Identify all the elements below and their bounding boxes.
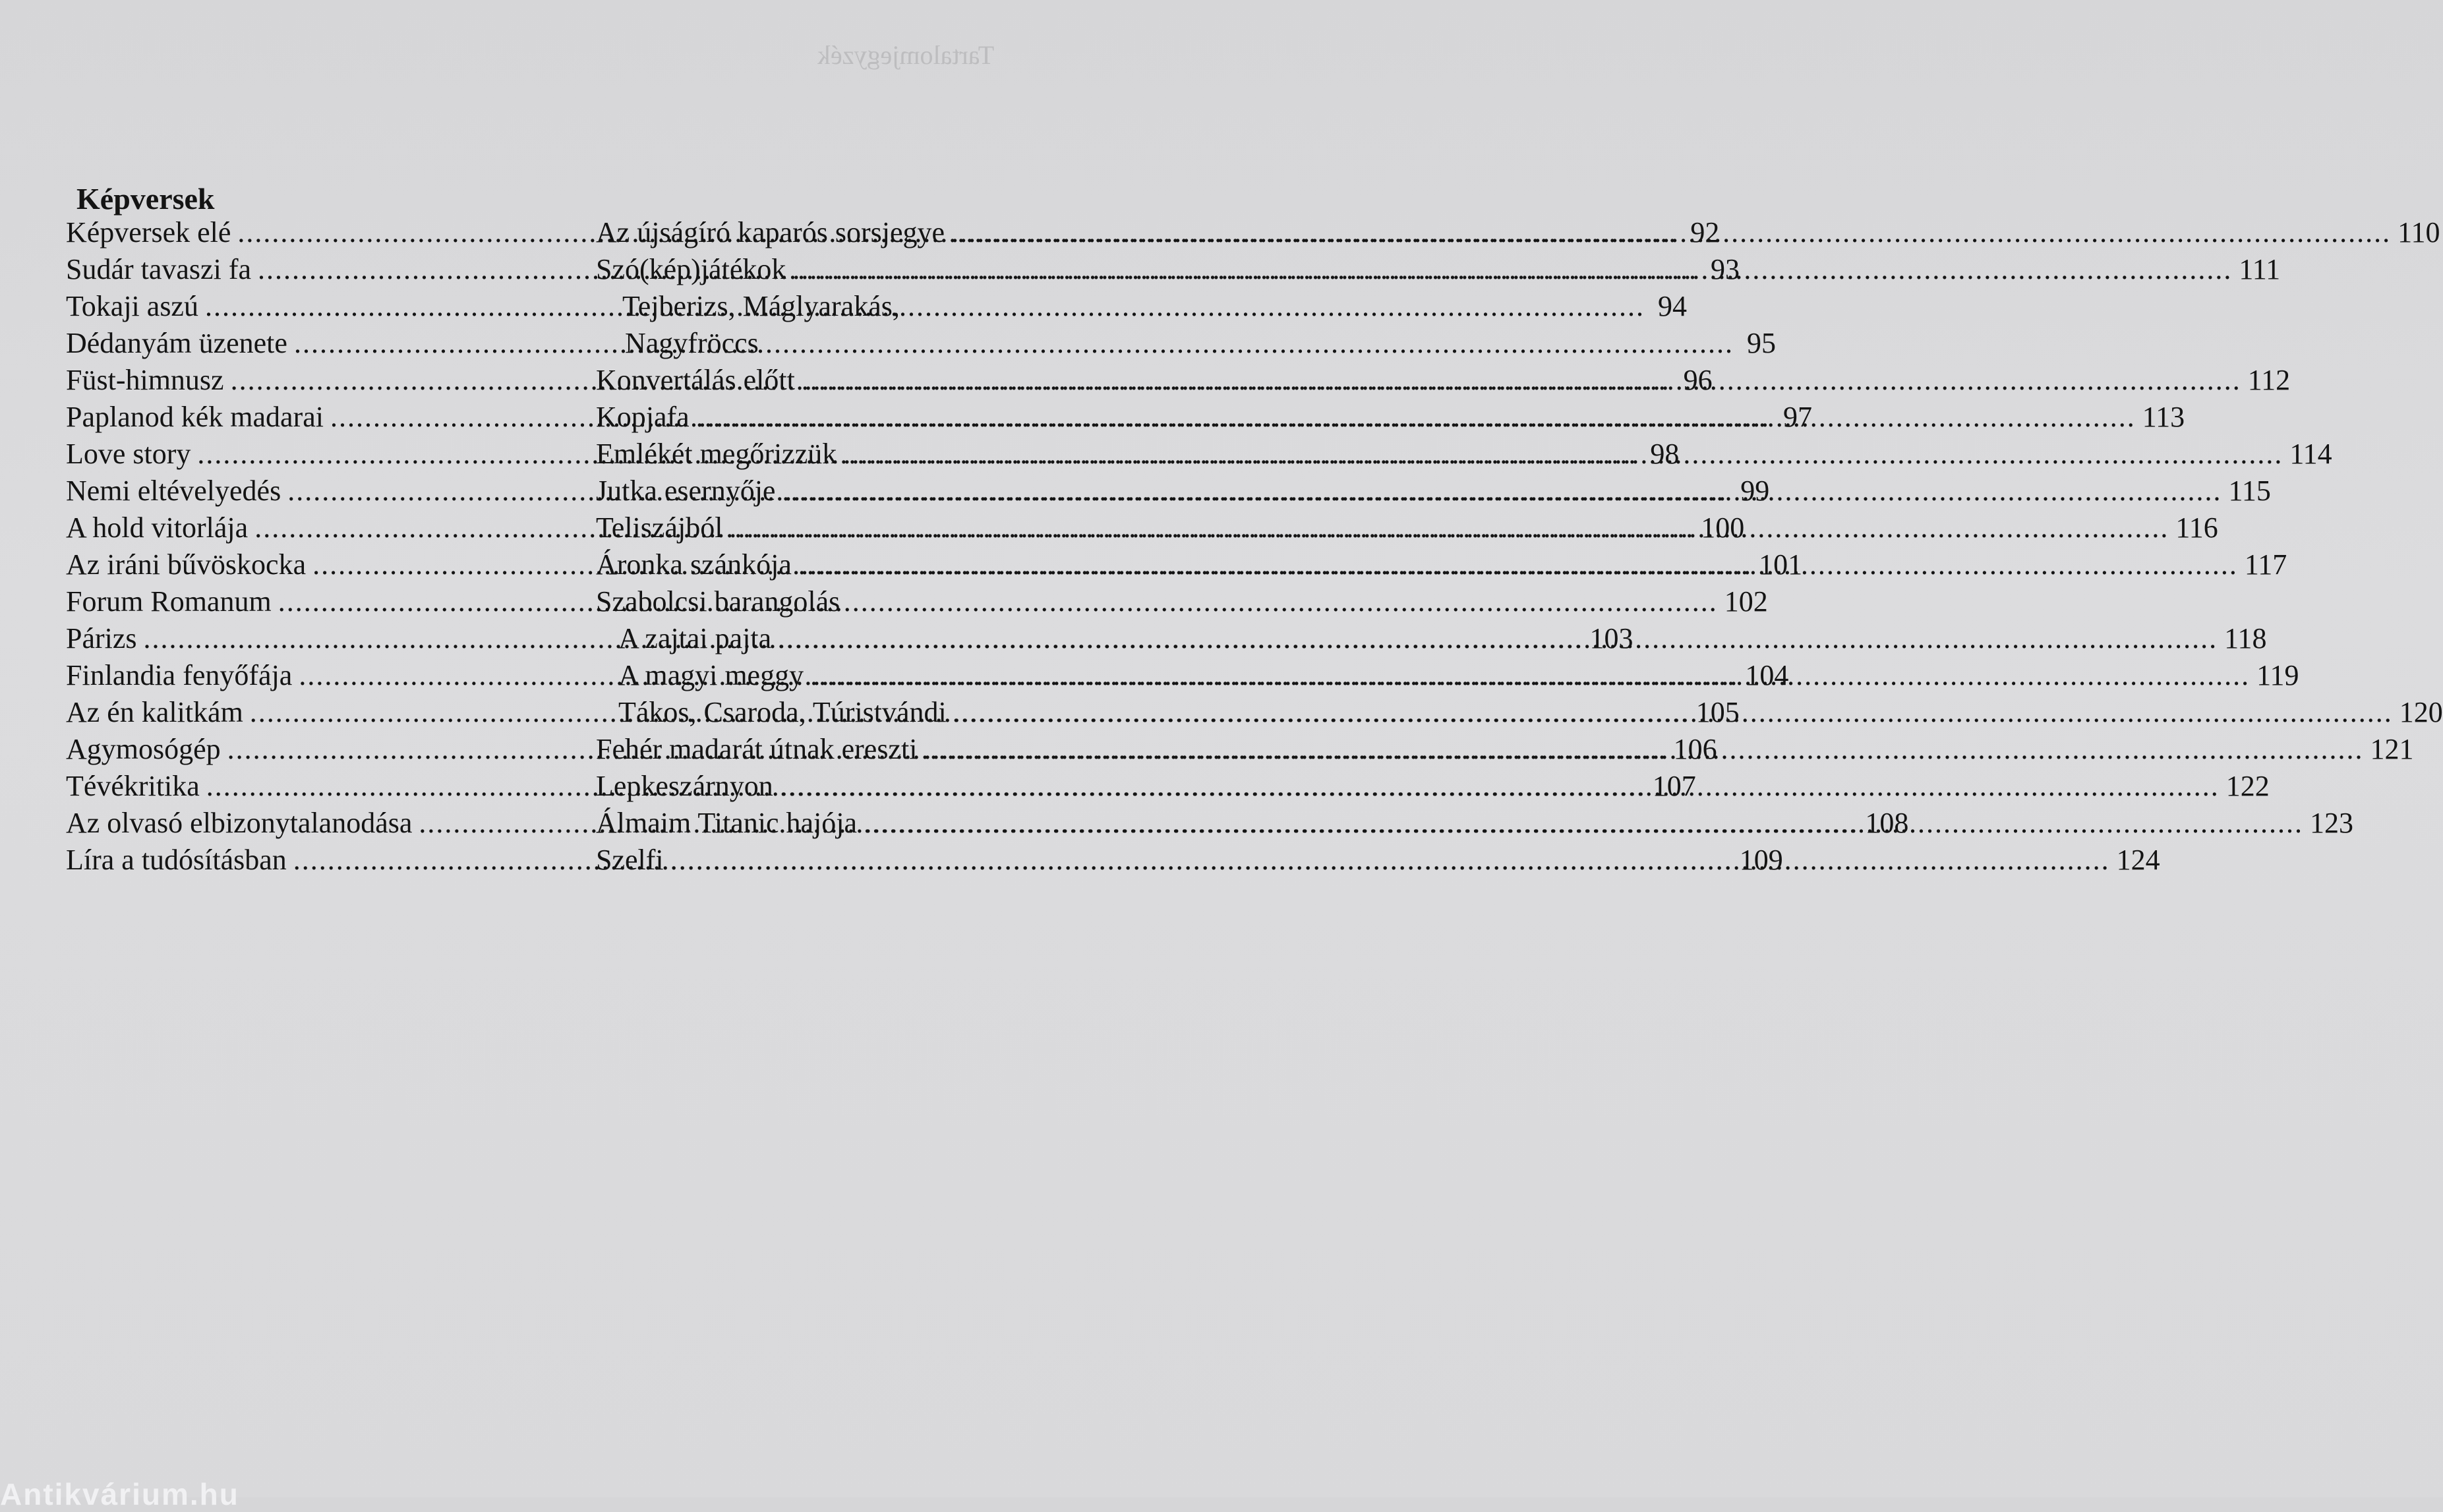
dot-leader bbox=[792, 251, 2232, 288]
entry-page: 117 bbox=[2244, 548, 2287, 581]
dot-leader bbox=[843, 436, 2283, 473]
entry-page: 106 bbox=[1673, 733, 1717, 765]
toc-entry-continuation bbox=[596, 288, 1069, 325]
entry-page: 120 bbox=[2399, 696, 2443, 728]
entry-page: 123 bbox=[2309, 807, 2353, 839]
dot-leader bbox=[802, 362, 2241, 399]
dot-leader bbox=[810, 657, 2250, 694]
entry-title: Nagyfröccs bbox=[625, 327, 759, 359]
entry-title: Teliszájból bbox=[596, 511, 723, 544]
entry-page: 96 bbox=[1683, 364, 1713, 396]
entry-title: Álmaim Titanic hajója bbox=[596, 807, 857, 839]
entry-page: 93 bbox=[1711, 253, 1740, 285]
show-through-heading: Tartalomjegyzék bbox=[817, 40, 995, 70]
entry-page: 99 bbox=[1740, 475, 1770, 507]
dot-leader bbox=[782, 473, 2222, 509]
toc-group-heading bbox=[596, 583, 1069, 620]
entry-title: A zajtai pajta bbox=[618, 622, 772, 654]
entry-page: 97 bbox=[1782, 401, 1812, 433]
entry-title: Fehér madarát útnak ereszti bbox=[596, 733, 918, 765]
dot-leader bbox=[951, 214, 2391, 251]
entry-page: 114 bbox=[2289, 438, 2332, 470]
entry-title: Nemi eltévelyedés bbox=[66, 475, 281, 507]
entry-page: 92 bbox=[1690, 216, 1720, 248]
dot-leader bbox=[778, 620, 2218, 657]
entry-page: 94 bbox=[1657, 290, 1687, 322]
entry-title: Kopjafa bbox=[596, 401, 690, 433]
entry-page: 103 bbox=[1589, 622, 1634, 654]
entry-page: 100 bbox=[1701, 511, 1745, 544]
entry-title: Párizs bbox=[66, 622, 137, 654]
entry-page: 107 bbox=[1652, 770, 1696, 802]
entry-title: Agymosógép bbox=[66, 733, 221, 765]
entry-page: 119 bbox=[2256, 659, 2299, 691]
entry-page: 122 bbox=[2225, 770, 2270, 802]
entry-title: Dédanyám üzenete bbox=[66, 327, 287, 359]
entry-page: 95 bbox=[1746, 327, 1776, 359]
entry-page: 116 bbox=[2175, 511, 2218, 544]
entry-page: 98 bbox=[1650, 438, 1680, 470]
entry-title: Forum Romanum bbox=[66, 585, 272, 618]
watermark: Antikvárium.hu bbox=[0, 1477, 239, 1511]
entry-page: 104 bbox=[1745, 659, 1789, 691]
entry-page: 124 bbox=[2116, 844, 2160, 876]
dot-leader bbox=[696, 399, 2136, 436]
entry-title: Az én kalitkám bbox=[66, 696, 243, 728]
entry-title: Jutka esernyője bbox=[596, 475, 776, 507]
dot-leader bbox=[924, 731, 2363, 768]
entry-title: Szó(kép)játékok bbox=[596, 253, 786, 285]
entry-title: Szabolcsi barangolás bbox=[596, 585, 840, 618]
entry-title: Líra a tudósításban bbox=[66, 844, 287, 876]
entry-page: 105 bbox=[1695, 696, 1740, 728]
entry-title: Tévékritika bbox=[66, 770, 200, 802]
entry-title: Paplanod kék madarai bbox=[66, 401, 324, 433]
entry-title: Az újságíró kaparós sorsjegye bbox=[596, 216, 945, 248]
entry-title: Szelfi bbox=[596, 844, 664, 876]
entry-title: Áronka szánkója bbox=[596, 548, 792, 581]
entry-title: Képversek elé bbox=[66, 216, 231, 248]
entry-title: Konvertálás előtt bbox=[596, 364, 795, 396]
entry-title: A hold vitorlája bbox=[66, 511, 249, 544]
entry-page: 110 bbox=[2398, 216, 2440, 248]
entry-page: 115 bbox=[2228, 475, 2271, 507]
toc-entry-continuation bbox=[596, 325, 1069, 362]
entry-title: Füst-himnusz bbox=[66, 364, 224, 396]
dot-leader bbox=[729, 509, 2169, 546]
entry-title: Sudár tavaszi fa bbox=[66, 253, 251, 285]
dot-leader bbox=[670, 842, 2110, 879]
entry-page: 112 bbox=[2247, 364, 2291, 396]
dot-leader bbox=[780, 768, 2220, 805]
entry-page: 101 bbox=[1759, 548, 1803, 581]
entry-title: Emlékét megőrizzük bbox=[596, 438, 837, 470]
entry-page: 109 bbox=[1739, 844, 1783, 876]
entry-title: Finlandia fenyőfája bbox=[66, 659, 293, 691]
dot-leader bbox=[864, 805, 2303, 842]
entry-page: 111 bbox=[2239, 253, 2281, 285]
entry-title: Tokaji aszú bbox=[66, 290, 198, 322]
entry-title: Lepkeszárnyon bbox=[596, 770, 773, 802]
dot-leader bbox=[953, 694, 2393, 731]
entry-title: A magyi meggy bbox=[618, 659, 804, 691]
entry-title: Tejberizs, Máglyarakás, bbox=[622, 290, 900, 322]
dot-leader bbox=[798, 546, 2238, 583]
entry-title: Love story bbox=[66, 438, 191, 470]
entry-title: Tákos, Csaroda, Túristvándi bbox=[618, 696, 947, 728]
entry-page: 118 bbox=[2224, 622, 2267, 654]
entry-page: 121 bbox=[2370, 733, 2414, 765]
entry-title: Az iráni bűvöskocka bbox=[66, 548, 307, 581]
entry-title: Az olvasó elbizonytalanodása bbox=[66, 807, 413, 839]
entry-page: 113 bbox=[2142, 401, 2185, 433]
entry-page: 102 bbox=[1724, 585, 1768, 618]
section-title: Képversek bbox=[76, 182, 215, 216]
entry-page: 108 bbox=[1865, 807, 1909, 839]
